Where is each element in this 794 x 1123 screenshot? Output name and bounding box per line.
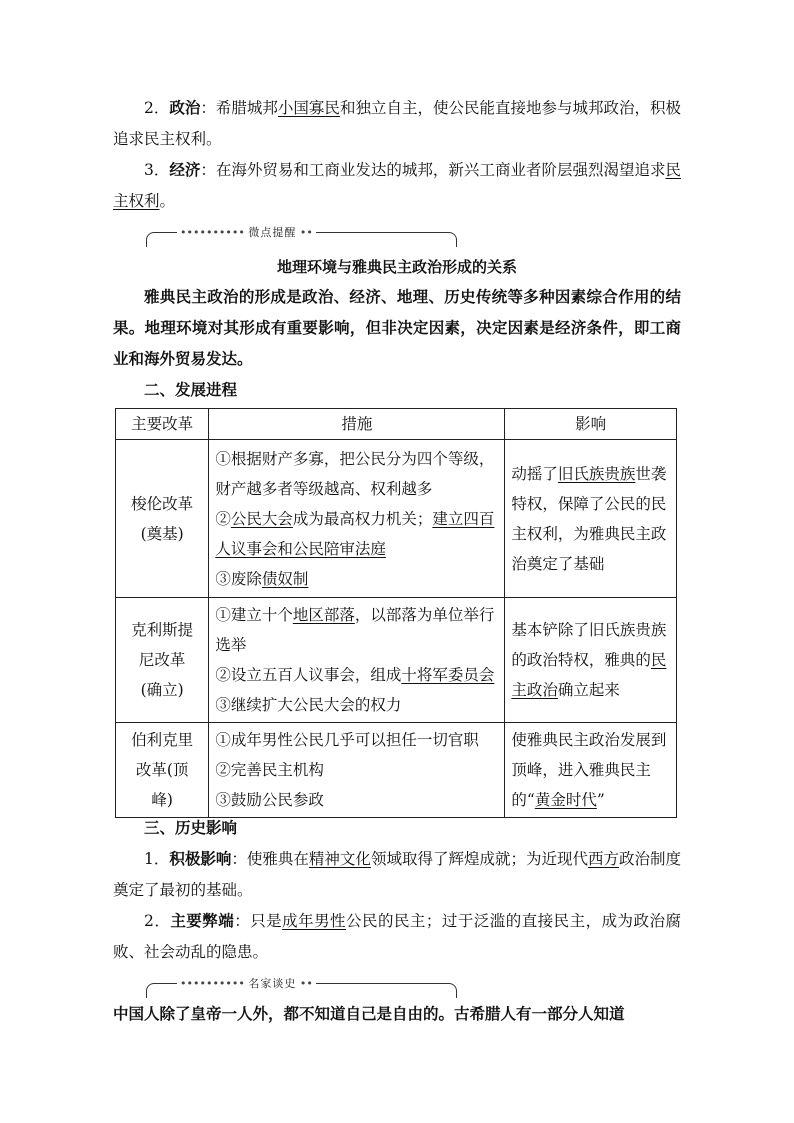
effect-cell: 基本铲除了旧氏族贵族的政治特权，雅典的民主政治确立起来 xyxy=(505,598,677,723)
table-header-cell: 主要改革 xyxy=(116,409,209,440)
reform-name-cell: 伯利克里 改革(顶 峰) xyxy=(116,723,209,818)
section2-heading: 二、发展进程 xyxy=(144,380,238,399)
reform-name-cell: 克利斯提 尼改革 (确立) xyxy=(116,598,209,723)
table-header-cell: 影响 xyxy=(505,409,677,440)
key-term: 债奴制 xyxy=(261,569,309,588)
reform-table xyxy=(115,408,677,818)
table-row xyxy=(116,598,677,723)
note-divider xyxy=(146,977,457,998)
key-term: 公民大会 xyxy=(230,509,293,528)
table-row xyxy=(116,723,677,818)
effect-cell: 使雅典民主政治发展到顶峰，进入雅典民主的“黄金时代” xyxy=(505,723,677,818)
key-term: 成年男性 xyxy=(282,912,347,930)
item-label: 积极影响 xyxy=(169,849,232,868)
table-header-cell: 措施 xyxy=(209,409,505,440)
key-term: 小国寡民 xyxy=(277,99,340,117)
item-label: 主要弊端 xyxy=(170,911,235,930)
note-title: 地理环境与雅典民主政治形成的关系 xyxy=(276,258,517,276)
note-divider xyxy=(146,226,457,247)
table-row xyxy=(116,440,677,598)
section3-item2: 2．主要弊端：只是成年男性公民的民主；过于泛滥的直接民主，成为政治腐败、社会动乱的隐患。 xyxy=(113,911,681,961)
key-term: 旧氏族贵族 xyxy=(557,464,636,483)
key-term: 建立四百人议事会和公民陪审法庭 xyxy=(215,509,495,558)
measures-cell: ①成年男性公民几乎可以担任一切官职 ②完善民主机构 ③鼓励公民参政 xyxy=(209,723,505,818)
note-label: •••••••••• 微点提醒 •• xyxy=(177,224,316,240)
measures-cell: ①根据财产多寡，把公民分为四个等级，财产越多者等级越高、权利越多 ②公民大会成为最高权力机关；建立四百人议事会和公民陪审法庭 ③废除债奴制 xyxy=(209,440,505,598)
note-label: •••••••••• 名家谈史 •• xyxy=(177,975,316,991)
note-body: 中国人除了皇帝一人外，都不知道自己是自由的。古希腊人有一部分人知道 xyxy=(113,1004,625,1023)
key-term: 精神文化 xyxy=(308,850,371,868)
reform-name-cell: 梭伦改革 (奠基) xyxy=(116,440,209,598)
key-term: 十将军委员会 xyxy=(401,666,495,684)
key-term: 西方 xyxy=(587,850,619,868)
section1-item2: 2．政治：希腊城邦小国寡民和独立自主，使公民能直接地参与城邦政治，积极追求民主权利。 xyxy=(113,98,681,148)
key-term: 地区部落 xyxy=(292,606,355,624)
key-term: 黄金时代 xyxy=(534,791,597,809)
section1-item3: 3．经济：在海外贸易和工商业发达的城邦，新兴工商业者阶层强烈渴望追求民主权利。 xyxy=(113,160,681,210)
section3-item1: 1．积极影响：使雅典在精神文化领域取得了辉煌成就；为近现代西方政治制度奠定了最初的基础。 xyxy=(113,849,681,899)
key-term: 民主权利 xyxy=(113,161,681,210)
item-label: 政治 xyxy=(169,98,201,117)
effect-cell: 动摇了旧氏族贵族世袭特权，保障了公民的民主权利，为雅典民主政治奠定了基础 xyxy=(505,440,677,598)
table-header-row xyxy=(116,409,677,440)
note-body: 雅典民主政治的形成是政治、经济、地理、历史传统等多种因素综合作用的结果。地理环境对其形成有重要影响，但非决定因素，决定因素是经济条件，即工商业和海外贸易发达。 xyxy=(113,287,681,368)
measures-cell: ①建立十个地区部落，以部落为单位举行选举 ②设立五百人议事会，组成十将军委员会 ③继续扩大公民大会的权力 xyxy=(209,598,505,723)
item-label: 经济 xyxy=(169,160,201,179)
section3-heading: 三、历史影响 xyxy=(144,818,238,837)
key-term: 民主政治 xyxy=(511,651,667,699)
